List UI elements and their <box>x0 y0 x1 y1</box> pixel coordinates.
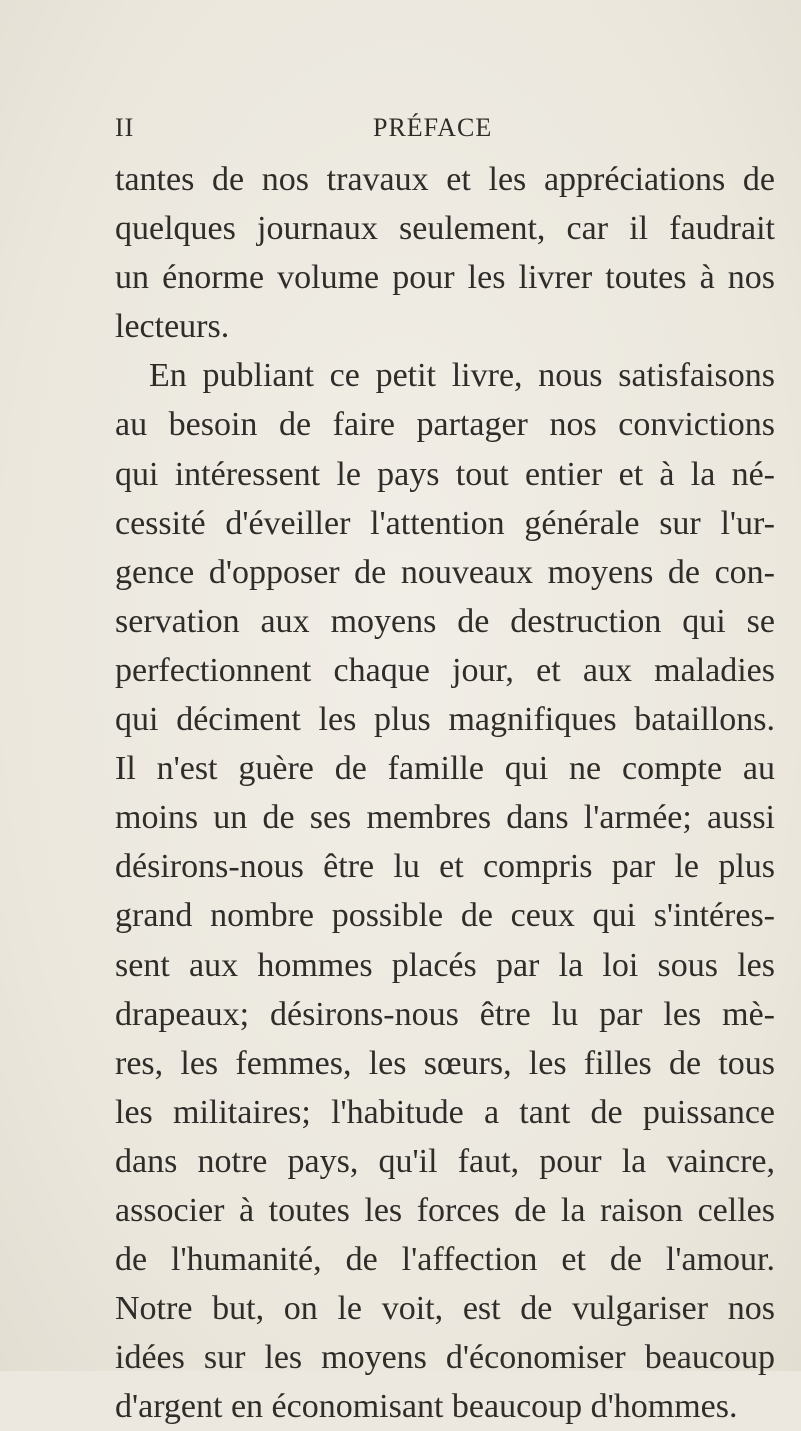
text-line: de l'humanité, de l'affection et de l'amour. <box>115 1241 775 1279</box>
text-line: Notre but, on le voit, est de vulgariser nos <box>115 1290 775 1328</box>
text-line: servation aux moyens de destruction qui se <box>115 602 775 640</box>
text-line: dans notre pays, qu'il faut, pour la vaincre, <box>115 1142 775 1180</box>
running-title: PRÉFACE <box>373 113 493 142</box>
text-line: drapeaux; désirons-nous être lu par les mè- <box>115 995 775 1033</box>
text-line: res, les femmes, les sœurs, les filles de tous <box>115 1044 775 1082</box>
text-line: idées sur les moyens d'économiser beaucoup <box>115 1339 775 1377</box>
text-line: gence d'opposer de nouveaux moyens de con- <box>115 553 775 591</box>
text-line: associer à toutes les forces de la raison celles <box>115 1191 775 1229</box>
text-line: cessité d'éveiller l'attention générale sur l'ur- <box>115 504 775 542</box>
text-line: Il n'est guère de famille qui ne compte au <box>115 750 775 788</box>
text-line: au besoin de faire partager nos convictions <box>115 406 775 444</box>
running-head <box>115 113 716 147</box>
text-line: tantes de nos travaux et les appréciations de <box>115 161 775 198</box>
text-line: sent aux hommes placés par la loi sous les <box>115 946 775 984</box>
text-line: lecteurs. <box>115 308 230 346</box>
page-number: II <box>115 113 135 142</box>
text-line: les militaires; l'habitude a tant de puissance <box>115 1093 775 1131</box>
text-line: grand nombre possible de ceux qui s'intéres- <box>115 897 775 935</box>
text-line: un énorme volume pour les livrer toutes à nos <box>115 259 775 297</box>
text-line: perfectionnent chaque jour, et aux maladies <box>115 651 775 689</box>
body-text <box>115 155 775 1431</box>
text-line: qui déciment les plus magnifiques bataillons. <box>115 701 775 739</box>
text-line: désirons-nous être lu et compris par le plus <box>115 848 775 886</box>
text-line: d'argent en économisant beaucoup d'hommes. <box>115 1388 738 1426</box>
text-line: qui intéressent le pays tout entier et à la né- <box>115 455 775 493</box>
text-line: moins un de ses membres dans l'armée; aussi <box>115 799 775 837</box>
text-line: quelques journaux seulement, car il faudrait <box>115 210 775 248</box>
text-line: En publiant ce petit livre, nous satisfaisons <box>149 357 775 395</box>
